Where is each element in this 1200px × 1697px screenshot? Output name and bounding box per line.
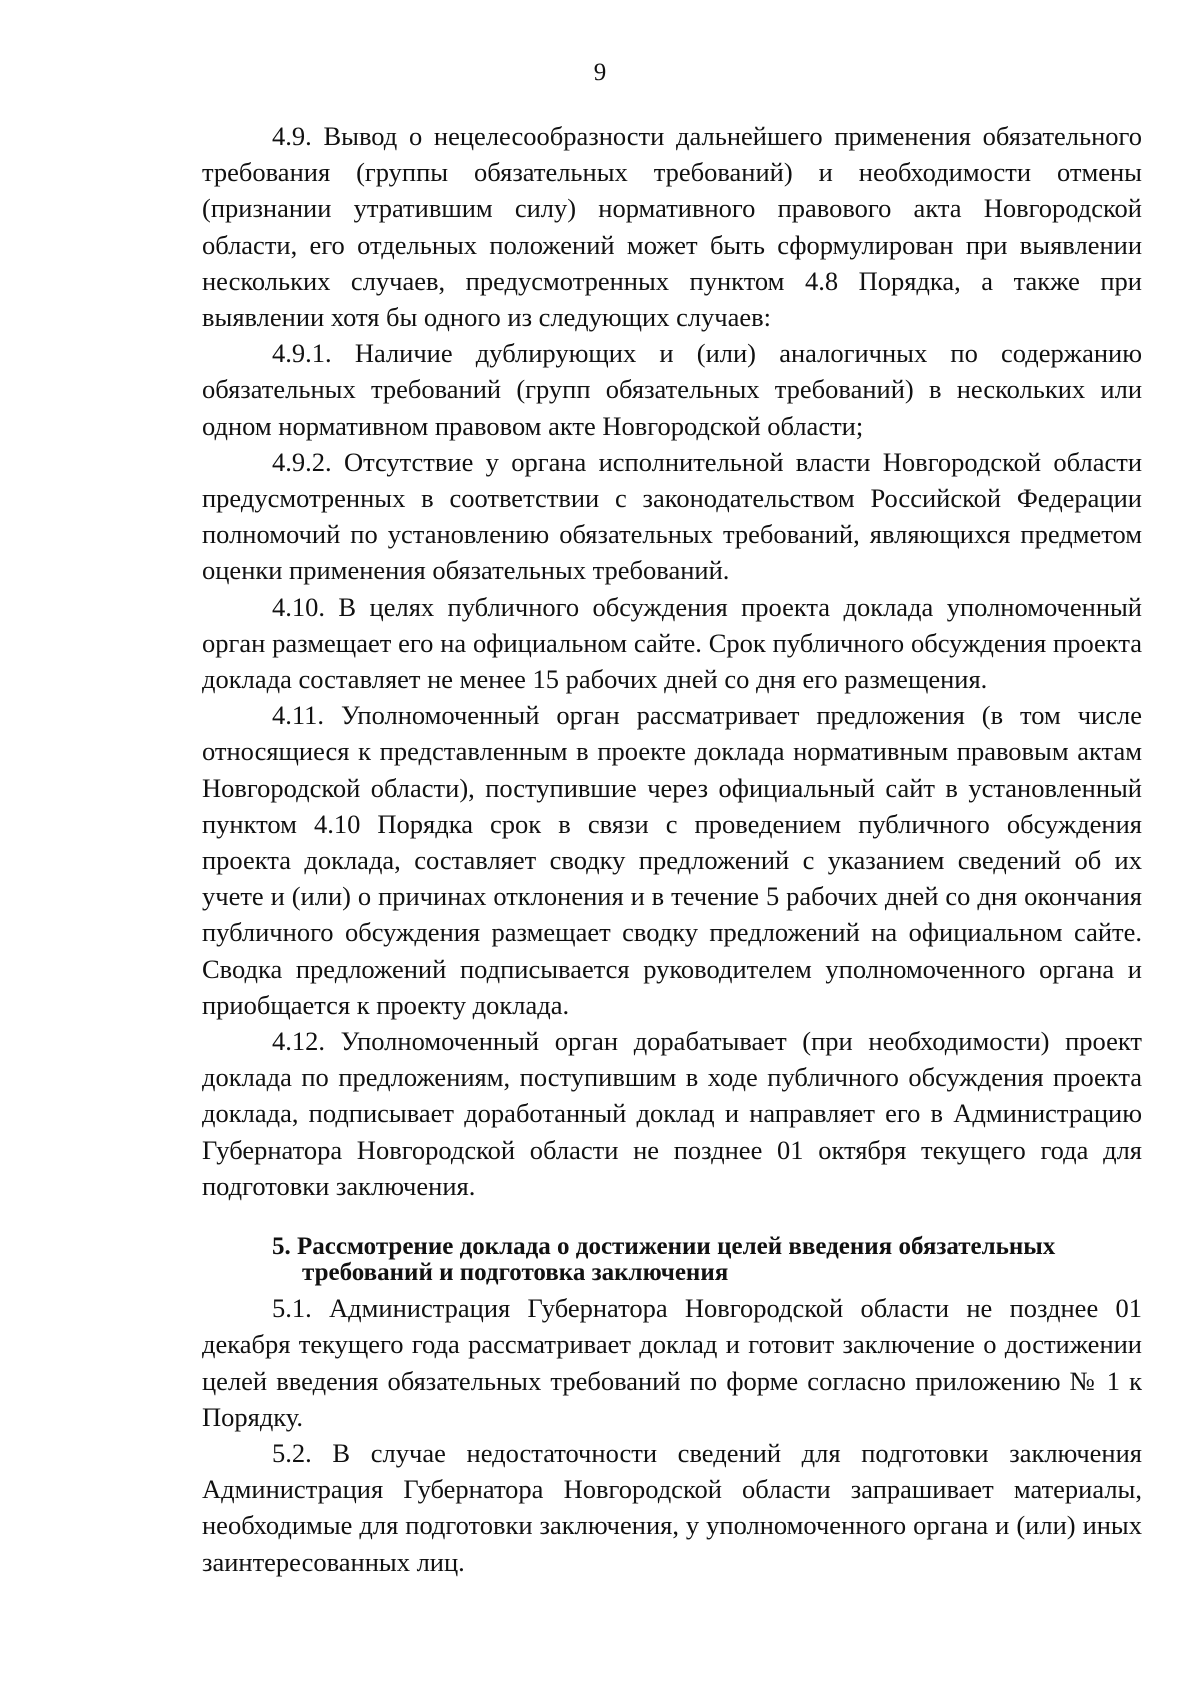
document-body [202, 118, 1142, 1580]
paragraph-5-1: 5.1. Администрация Губернатора Новгородской области не позднее 01 декабря текущего года рассматривает доклад и готовит заключение о достижении целей введения обязательных требований по форме согласно приложению № 1 к Порядку. [202, 1293, 1142, 1432]
paragraph-4-10: 4.10. В целях публичного обсуждения проекта доклада уполномоченный орган размещает его на официальном сайте. Срок публичного обсуждения проекта доклада составляет не менее 15 рабочих дней со дня его размещения. [202, 591, 1142, 695]
section-5-heading-line-1: 5. Рассмотрение доклада о достижении целей введения обязательных [272, 1233, 1056, 1261]
paragraph-4-9: 4.9. Вывод о нецелесообразности дальнейшего применения обязательного требования (группы обязательных требований) и необходимости отмены (признании утратившим силу) нормативного правового акта Новгородской области, его отдельных положений может быть сформулирован при выявлении нескольких случаев, предусмотренных пунктом 4.8 Порядка, а также при выявлении хотя бы одного из следующих случаев: [202, 121, 1142, 333]
paragraph-4-9-2: 4.9.2. Отсутствие у органа исполнительной власти Новгородской области предусмотренных в соответствии с законодательством Российской Федерации полномочий по установлению обязательных требований, являющихся предметом оценки применения обязательных требований. [202, 446, 1142, 586]
section-5-heading [202, 1234, 1142, 1286]
paragraph-5-2: 5.2. В случае недостаточности сведений для подготовки заключения Администрация Губернатора Новгородской области запрашивает материалы, необходимые для подготовки заключения, у уполномоченного органа и (или) иных заинтересованных лиц. [202, 1437, 1142, 1577]
section-5-heading-line-2: требований и подготовка заключения [302, 1259, 729, 1287]
paragraph-4-9-1: 4.9.1. Наличие дублирующих и (или) аналогичных по содержанию обязательных требований (групп обязательных требований) в нескольких или одном нормативном правовом акте Новгородской области; [202, 338, 1142, 441]
page-number: 9 [593, 59, 607, 86]
paragraph-4-11: 4.11. Уполномоченный орган рассматривает предложения (в том числе относящиеся к представленным в проекте доклада нормативным правовым актам Новгородской области), поступившие через официальный сайт в установленный пунктом 4.10 Порядка срок в связи с проведением публичного обсуждения проекта доклада, составляет сводку предложений с указанием сведений об их учете и (или) о причинах отклонения и в течение 5 рабочих дней со дня окончания публичного обсуждения размещает сводку предложений на официальном сайте. Сводка предложений подписывается руководителем уполномоченного органа и приобщается к проекту доклада. [202, 700, 1142, 1020]
paragraph-4-12: 4.12. Уполномоченный орган дорабатывает (при необходимости) проект доклада по предложениям, поступившим в ходе публичного обсуждения проекта доклада, подписывает доработанный доклад и направляет его в Администрацию Губернатора Новгородской области не позднее 01 октября текущего года для подготовки заключения. [202, 1026, 1142, 1201]
